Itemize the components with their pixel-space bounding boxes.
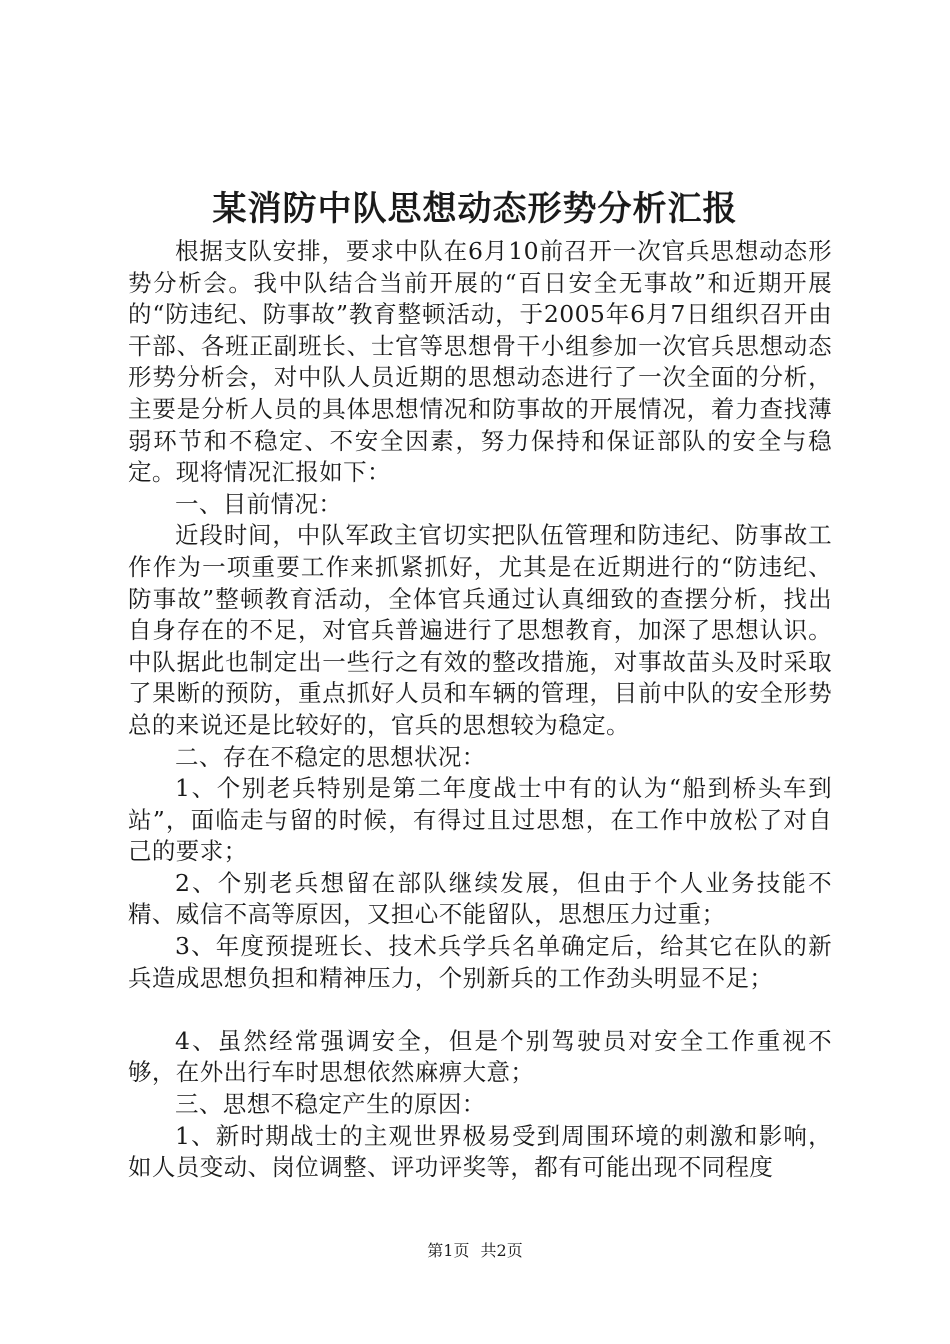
list-item-2: 2、个别老兵想留在部队继续发展，但由于个人业务技能不精、威信不高等原因，又担心不能留队，思想压力过重； [128, 868, 832, 929]
document-body [128, 236, 832, 1184]
section-heading-causes: 三、思想不稳定产生的原因： [175, 1090, 486, 1119]
section-heading-unstable-thoughts: 二、存在不稳定的思想状况： [175, 742, 486, 771]
document-title: 某消防中队思想动态形势分析汇报 [212, 189, 738, 229]
cause-item-1: 1、新时期战士的主观世界极易受到周围环境的刺激和影响，如人员变动、岗位调整、评功评奖等，都有可能出现不同程度 [128, 1121, 832, 1182]
list-item-3: 3、年度预提班长、技术兵学兵名单确定后，给其它在队的新兵造成思想负担和精神压力，个别新兵的工作劲头明显不足； [128, 932, 832, 992]
paragraph-current-situation: 近段时间，中队军政主官切实把队伍管理和防违纪、防事故工作作为一项重要工作来抓紧抓好，尤其是在近期进行的“防违纪、防事故”整顿教育活动，全体官兵通过认真细致的查摆分析，找出自身存在的不足，对官兵普遍进行了思想教育，加深了思想认识。中队据此也制定出一些行之有效的整改措施，对事故苗头及时采取了果断的预防，重点抓好人员和车辆的管理，目前中队的安全形势总的来说还是比较好的，官兵的思想较为稳定。 [128, 521, 832, 739]
page-footer [0, 1240, 950, 1262]
section-heading-current-situation: 一、目前情况： [175, 489, 343, 518]
list-item-4: 4、虽然经常强调安全，但是个别驾驶员对安全工作重视不够，在外出行车时思想依然麻痹大意； [128, 1026, 832, 1087]
page-total: 共2页 [480, 1241, 523, 1260]
paragraph-intro: 根据支队安排，要求中队在6月10前召开一次官兵思想动态形势分析会。我中队结合当前开展的“百日安全无事故”和近期开展的“防违纪、防事故”教育整顿活动，于2005年6月7日组织召开由干部、各班正副班长、士官等思想骨干小组参加一次官兵思想动态形势分析会，对中队人员近期的思想动态进行了一次全面的分析，主要是分析人员的具体思想情况和防事故的开展情况，着力查找薄弱环节和不稳定、不安全因素，努力保持和保证部队的安全与稳定。现将情况汇报如下： [128, 237, 832, 487]
page-number: 第1页 [427, 1241, 470, 1260]
list-item-1: 1、个别老兵特别是第二年度战士中有的认为“船到桥头车到站”，面临走与留的时候，有得过且过思想，在工作中放松了对自己的要求； [128, 774, 832, 866]
